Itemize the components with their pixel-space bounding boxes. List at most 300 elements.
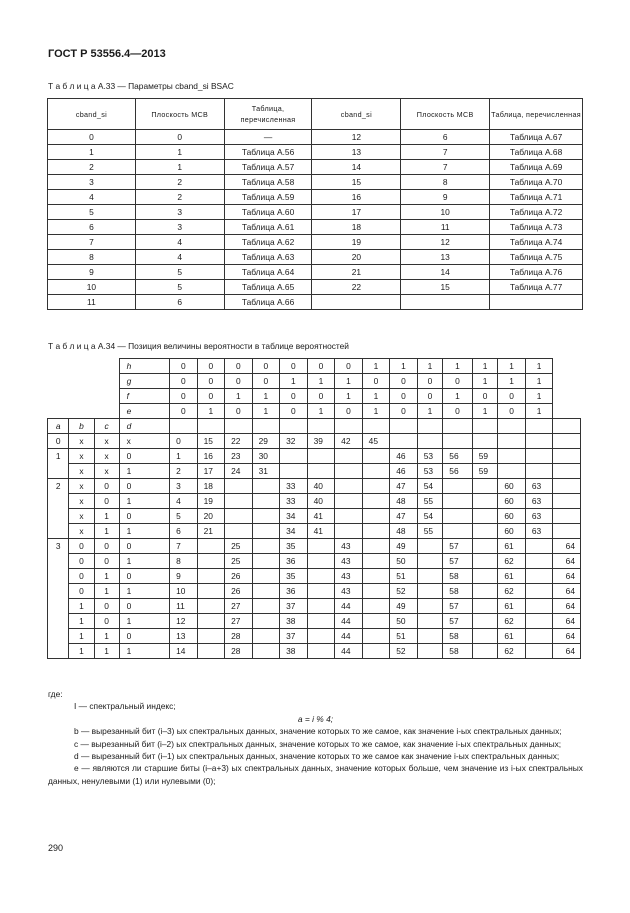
t34-key-cell: 0 [472, 389, 498, 404]
t34-cell [525, 464, 553, 479]
t34-cell: x [94, 449, 119, 464]
t34-cell: 0 [119, 479, 169, 494]
t34-cell [472, 524, 498, 539]
t34-cell [252, 539, 280, 554]
t33-cell: 4 [135, 250, 224, 265]
t34-cell [362, 584, 390, 599]
t34-cell: 58 [443, 629, 472, 644]
t34-cell: 49 [390, 599, 418, 614]
t34-empty-cell [252, 419, 280, 434]
t33-cell: 0 [48, 130, 136, 145]
t33-header-cell: cband_si [312, 99, 401, 130]
t34-cell [362, 449, 390, 464]
t34-cell: 41 [307, 524, 335, 539]
t33-cell: 4 [135, 235, 224, 250]
t34-cell: 21 [197, 524, 225, 539]
t34-cell [252, 479, 280, 494]
t34-cell [553, 509, 581, 524]
t33-header-cell: Плоскость MCB [135, 99, 224, 130]
t34-cell [362, 599, 390, 614]
t34-cell [498, 449, 526, 464]
t33-cell: 5 [48, 205, 136, 220]
t34-cell: 1 [119, 494, 169, 509]
t33-cell: 4 [48, 190, 136, 205]
t33-cell: 2 [48, 160, 136, 175]
t34-cell [553, 464, 581, 479]
t34-cell [472, 554, 498, 569]
t34-cell: 0 [119, 569, 169, 584]
table-row [48, 614, 581, 629]
note-formula: a = i % 4; [297, 713, 334, 724]
t34-cell: 39 [307, 434, 335, 449]
t34-key-cell: 1 [335, 389, 363, 404]
t34-cell [472, 479, 498, 494]
t34-cell [443, 509, 472, 524]
t34-cell [472, 629, 498, 644]
table-row [48, 374, 581, 389]
t34-key-cell: 0 [443, 374, 472, 389]
t34-cell [307, 449, 335, 464]
t34-cell: 15 [197, 434, 225, 449]
t34-cell: 1 [69, 614, 94, 629]
t33-cell: 1 [135, 160, 224, 175]
t34-cell [553, 494, 581, 509]
t34-cell [553, 524, 581, 539]
t34-cell: 56 [443, 449, 472, 464]
t33-cell: Таблица A.66 [224, 295, 312, 310]
t34-cell: 28 [225, 644, 253, 659]
t34-cell: 26 [225, 569, 253, 584]
t34-cell: 52 [390, 644, 418, 659]
t34-cell [553, 449, 581, 464]
t34-cell: x [69, 434, 94, 449]
t33-cell: — [224, 130, 312, 145]
t34-cell [472, 569, 498, 584]
t34-cell: 0 [119, 509, 169, 524]
t34-cell [443, 494, 472, 509]
t34-cell [252, 629, 280, 644]
t34-cell: 0 [69, 539, 94, 554]
note-c: c — вырезанный бит (i–2) ых спектральных данных, значение которых то же самое, как значение i-ых спектральных данных; [74, 738, 562, 749]
t34-cell: 44 [335, 614, 363, 629]
t33-cell: 7 [401, 145, 490, 160]
t33-cell: 12 [401, 235, 490, 250]
t34-cell: 1 [119, 614, 169, 629]
t33-cell: Таблица A.56 [224, 145, 312, 160]
t34-cell: x [69, 494, 94, 509]
table-row [48, 295, 583, 310]
t34-cell [48, 584, 69, 599]
t34-cell: 1 [170, 449, 198, 464]
t34-empty-cell [307, 419, 335, 434]
t34-cell [252, 644, 280, 659]
t34-cell: 40 [307, 479, 335, 494]
t34-key-cell: 0 [170, 404, 198, 419]
t34-cell [280, 449, 308, 464]
t34-cell [362, 524, 390, 539]
t34-key-cell: 0 [170, 359, 198, 374]
t34-cell: 64 [553, 554, 581, 569]
t34-cell: 0 [94, 539, 119, 554]
t34-cell: 23 [225, 449, 253, 464]
t34-key-cell: 0 [390, 389, 418, 404]
t33-cell: 7 [401, 160, 490, 175]
t34-cell [307, 569, 335, 584]
note-d: d — вырезанный бит (i–1) ых спектральных данных, значение которых то же самое как значение i-ых спектральных данных; [74, 751, 560, 762]
t34-key-label: f [119, 389, 169, 404]
t34-empty-cell [525, 419, 553, 434]
t34-cell: 0 [94, 494, 119, 509]
t34-key-cell: 1 [280, 374, 308, 389]
t34-cell: 57 [443, 539, 472, 554]
table-row [48, 419, 581, 434]
t34-key-cell: 1 [525, 359, 553, 374]
t34-key-cell: 1 [307, 404, 335, 419]
blank-corner [48, 359, 120, 419]
t34-key-cell: 0 [335, 359, 363, 374]
t34-cell [48, 494, 69, 509]
t34-key-cell: 1 [498, 374, 526, 389]
t34-cell: 43 [335, 554, 363, 569]
t34-cell [252, 599, 280, 614]
t33-cell: Таблица A.57 [224, 160, 312, 175]
t34-empty-cell [362, 419, 390, 434]
t34-cell: 56 [443, 464, 472, 479]
t34-cell: 33 [280, 494, 308, 509]
t34-cell [498, 434, 526, 449]
t34-cell [225, 524, 253, 539]
note-b: b — вырезанный бит (i–3) ых спектральных данных, значение которых то же самое, как значение i-ых спектральных данных; [74, 726, 562, 737]
t34-cell [472, 434, 498, 449]
t34-cell [307, 644, 335, 659]
t34-empty-cell [225, 419, 253, 434]
t34-cell [225, 509, 253, 524]
t33-cell [312, 295, 401, 310]
t34-cell [525, 449, 553, 464]
t34-cell [48, 569, 69, 584]
t34-cell: 43 [335, 539, 363, 554]
t34-cell: 62 [498, 644, 526, 659]
t34-cell [362, 614, 390, 629]
t34-cell [48, 464, 69, 479]
t34-cell: 46 [390, 464, 418, 479]
t34-cell: 44 [335, 599, 363, 614]
t33-cell: 13 [401, 250, 490, 265]
document-header: ГОСТ Р 53556.4—2013 [48, 48, 166, 60]
t34-cell: 43 [335, 584, 363, 599]
t34-empty-cell [335, 419, 363, 434]
t34-key-cell: 1 [362, 404, 390, 419]
t34-cell: 61 [498, 539, 526, 554]
t34-cell [525, 614, 553, 629]
t34-cell [472, 614, 498, 629]
t34-cell: 37 [280, 599, 308, 614]
table-34-caption: Т а б л и ц а A.34 — Позиция величины вероятности в таблице вероятностей [48, 341, 349, 351]
t34-cell: 5 [170, 509, 198, 524]
t33-cell: 8 [48, 250, 136, 265]
t34-cell: 1 [69, 599, 94, 614]
t34-key-cell: 1 [252, 404, 280, 419]
t33-cell: 11 [401, 220, 490, 235]
t34-cell: 26 [225, 584, 253, 599]
t34-cell [525, 434, 553, 449]
t34-cell: x [69, 464, 94, 479]
t34-cell: 40 [307, 494, 335, 509]
t34-cell [307, 599, 335, 614]
t33-cell: 3 [135, 220, 224, 235]
t34-cell: 1 [119, 584, 169, 599]
t33-cell: Таблица A.77 [490, 280, 583, 295]
t34-cell [417, 599, 443, 614]
t34-cell: 46 [390, 449, 418, 464]
t34-key-cell: 1 [472, 374, 498, 389]
t34-cell [48, 554, 69, 569]
t34-empty-cell [472, 419, 498, 434]
t34-cell [525, 599, 553, 614]
t33-cell: Таблица A.59 [224, 190, 312, 205]
table-34 [47, 358, 581, 659]
t33-cell: Таблица A.76 [490, 265, 583, 280]
t34-cell [48, 614, 69, 629]
t34-empty-cell [197, 419, 225, 434]
t33-cell: Таблица A.60 [224, 205, 312, 220]
t33-cell [490, 295, 583, 310]
t34-cell: 1 [119, 464, 169, 479]
t34-cell [252, 494, 280, 509]
t33-cell: 20 [312, 250, 401, 265]
t33-cell: 7 [48, 235, 136, 250]
t34-cell: 16 [197, 449, 225, 464]
t34-cell: 54 [417, 509, 443, 524]
t34-cell: 48 [390, 524, 418, 539]
t34-key-cell: 0 [252, 359, 280, 374]
t34-cell: 63 [525, 479, 553, 494]
t34-cell: 0 [94, 554, 119, 569]
t34-key-cell: 1 [417, 404, 443, 419]
t33-cell: 14 [312, 160, 401, 175]
t33-cell: 6 [401, 130, 490, 145]
t34-cell [197, 629, 225, 644]
t33-cell: 11 [48, 295, 136, 310]
t34-cell: 31 [252, 464, 280, 479]
t34-cell: 17 [197, 464, 225, 479]
t34-key-cell: 1 [443, 359, 472, 374]
t34-cell [472, 584, 498, 599]
t34-cell: 42 [335, 434, 363, 449]
t34-cell: 45 [362, 434, 390, 449]
t34-cell [48, 524, 69, 539]
t33-cell: 13 [312, 145, 401, 160]
t34-empty-cell [390, 419, 418, 434]
t34-cell [307, 629, 335, 644]
t34-cell: 1 [94, 644, 119, 659]
t33-cell: 15 [401, 280, 490, 295]
t34-cell: 8 [170, 554, 198, 569]
table-row [48, 205, 583, 220]
t34-cell: 50 [390, 614, 418, 629]
t34-key-cell: 1 [225, 389, 253, 404]
t34-cell [197, 539, 225, 554]
t34-cell: 54 [417, 479, 443, 494]
t34-cell: 58 [443, 584, 472, 599]
t34-cell: 0 [119, 629, 169, 644]
t34-cell [525, 569, 553, 584]
t34-cell: 0 [94, 479, 119, 494]
t34-cell [362, 629, 390, 644]
t33-cell: Таблица A.74 [490, 235, 583, 250]
t34-cell [197, 554, 225, 569]
t34-key-cell: 1 [417, 359, 443, 374]
table-row [48, 599, 581, 614]
t34-cell: 64 [553, 569, 581, 584]
t34-cell: 55 [417, 494, 443, 509]
table-row [48, 389, 581, 404]
t33-cell: 9 [48, 265, 136, 280]
t34-key-cell: 1 [197, 404, 225, 419]
t34-cell: x [94, 434, 119, 449]
t33-cell: 1 [135, 145, 224, 160]
t34-key-cell: 0 [498, 389, 526, 404]
t34-key-cell: 0 [417, 374, 443, 389]
t34-cell [417, 569, 443, 584]
table-row [48, 235, 583, 250]
t34-key-cell: 0 [390, 374, 418, 389]
t33-cell: Таблица A.67 [490, 130, 583, 145]
t34-cell: 59 [472, 449, 498, 464]
table-row [48, 280, 583, 295]
t34-cell: 59 [472, 464, 498, 479]
t34-cell [252, 509, 280, 524]
t34-cell [252, 614, 280, 629]
t33-cell: 17 [312, 205, 401, 220]
t33-cell: Таблица A.63 [224, 250, 312, 265]
t34-cell: 38 [280, 614, 308, 629]
t34-cell: 0 [119, 599, 169, 614]
table-row [48, 250, 583, 265]
t33-cell: 3 [48, 175, 136, 190]
t34-cell [307, 584, 335, 599]
t34-cell: 4 [170, 494, 198, 509]
t34-cell [48, 644, 69, 659]
t34-cell [335, 494, 363, 509]
t34-cell [417, 629, 443, 644]
t34-cell: 64 [553, 644, 581, 659]
table-row [48, 629, 581, 644]
table-row [48, 584, 581, 599]
t33-cell: Таблица A.71 [490, 190, 583, 205]
t34-cell [197, 584, 225, 599]
table-row [48, 175, 583, 190]
t33-cell: Таблица A.62 [224, 235, 312, 250]
t34-empty-cell [498, 419, 526, 434]
t34-key-cell: 0 [197, 374, 225, 389]
t34-cell: 1 [94, 584, 119, 599]
t34-cell: 58 [443, 644, 472, 659]
t34-key-cell: 0 [307, 389, 335, 404]
t34-cell [362, 539, 390, 554]
t34-key-cell: 1 [525, 389, 553, 404]
t34-cell: 27 [225, 599, 253, 614]
t34-key-cell: 0 [170, 389, 198, 404]
t33-cell: 5 [135, 265, 224, 280]
t34-key-cell: 1 [498, 359, 526, 374]
t34-key-cell: 1 [335, 374, 363, 389]
t34-key-cell: 0 [225, 359, 253, 374]
t33-cell: 1 [48, 145, 136, 160]
t34-cell: 13 [170, 629, 198, 644]
t34-cell [362, 464, 390, 479]
t33-header-cell: Таблица, перечисленная [490, 99, 583, 130]
table-row [48, 524, 581, 539]
t34-cell: 35 [280, 569, 308, 584]
t34-cell [307, 614, 335, 629]
t34-key-cell: 0 [280, 404, 308, 419]
t34-key-cell: 1 [525, 374, 553, 389]
t34-cell [252, 569, 280, 584]
t34-cell [280, 464, 308, 479]
t34-cell: 64 [553, 584, 581, 599]
t34-cell [472, 539, 498, 554]
t34-cell: 49 [390, 539, 418, 554]
notes-block [48, 688, 583, 787]
t34-cell: 62 [498, 554, 526, 569]
t34-cell [335, 479, 363, 494]
t34-key-cell: 0 [362, 374, 390, 389]
t34-cell: 10 [170, 584, 198, 599]
t34-cell: 1 [119, 524, 169, 539]
t34-cell: 61 [498, 569, 526, 584]
t34-cell [197, 599, 225, 614]
t33-cell: 2 [135, 175, 224, 190]
t34-cell: 9 [170, 569, 198, 584]
t34-cell [48, 599, 69, 614]
table-row [48, 220, 583, 235]
t34-cell [417, 539, 443, 554]
t34-cell: x [69, 449, 94, 464]
t34-cell: 55 [417, 524, 443, 539]
t34-cell [252, 524, 280, 539]
t34-key-label: h [119, 359, 169, 374]
t34-key-cell: 1 [472, 359, 498, 374]
table-row [48, 265, 583, 280]
t34-cell [252, 554, 280, 569]
t34-cell: 61 [498, 599, 526, 614]
t34-cell: 47 [390, 509, 418, 524]
t34-cell: 61 [498, 629, 526, 644]
t34-cell [335, 524, 363, 539]
note-e: e — являются ли старшие биты (i–a+3) ых спектральных данных, значение которых больше, чем значение из i-ых спектральных данных, ненулевыми (1) или нулевыми (0); [48, 763, 583, 786]
t34-key-cell: 1 [525, 404, 553, 419]
table-row [48, 509, 581, 524]
t34-cell: 62 [498, 584, 526, 599]
t34-key-cell: 0 [417, 389, 443, 404]
t34-cell [225, 479, 253, 494]
t34-cell: 27 [225, 614, 253, 629]
t34-cell: 22 [225, 434, 253, 449]
t34-key-cell: 1 [443, 389, 472, 404]
t34-key-cell: 1 [362, 389, 390, 404]
t34-cell: 58 [443, 569, 472, 584]
t34-cell [525, 539, 553, 554]
t34-cell: 53 [417, 449, 443, 464]
t34-cell: 1 [119, 554, 169, 569]
t34-cell: 1 [94, 524, 119, 539]
t34-cell [472, 599, 498, 614]
t34-cell: x [94, 464, 119, 479]
t34-key-cell: 0 [498, 404, 526, 419]
t34-cell: 28 [225, 629, 253, 644]
t34-cell: x [69, 509, 94, 524]
